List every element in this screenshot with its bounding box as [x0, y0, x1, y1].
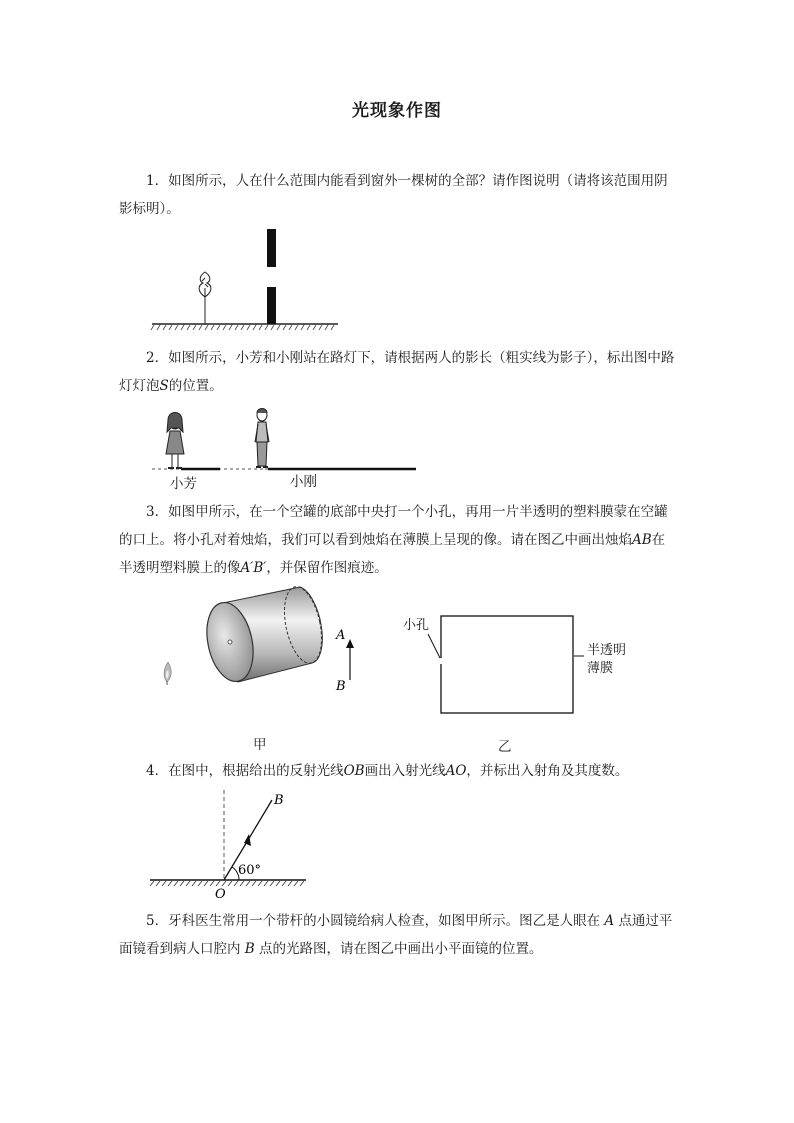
arrow-head	[346, 639, 354, 648]
label-pinhole: 小孔	[403, 618, 430, 633]
candle-flame-icon	[164, 662, 171, 685]
label-film-2: 薄膜	[587, 661, 614, 676]
box-yi	[441, 616, 573, 713]
question-1-text: 1．如图所示，人在什么范围内能看到窗外一棵树的全部？请作图说明（请将该范围用阴影标明）。	[119, 173, 668, 217]
label-xiaogang: 小刚	[290, 474, 317, 490]
q5-text-b: 点通过平面镜看到病人口腔内	[119, 913, 673, 957]
label-b: B	[336, 679, 346, 694]
caption-jia: 甲	[253, 737, 267, 753]
question-2-text	[119, 344, 675, 400]
mirror-hatch	[150, 881, 304, 886]
label-xiaofang: 小芳	[170, 476, 197, 492]
pinhole-pointer	[428, 634, 440, 658]
q4-text-b: 画出入射光线	[364, 763, 446, 779]
q3-text-c: ，并保留作图痕迹。	[266, 560, 388, 576]
label-o: O	[215, 887, 226, 902]
caption-yi: 乙	[498, 739, 512, 755]
q5-text-c: 点的光路图，请在图乙中画出小平面镜的位置。	[259, 941, 543, 957]
q3-ab-prime: A′B′	[240, 560, 267, 576]
q5-a: A	[604, 913, 615, 929]
tree-icon	[199, 272, 211, 324]
label-a: A	[336, 628, 346, 643]
boy-figure-icon	[255, 409, 269, 468]
q4-text-a: 4．在图中，根据给出的反射光线	[146, 763, 344, 779]
wall-upper	[267, 229, 276, 267]
question-5-text	[119, 907, 675, 963]
question-4-text	[119, 757, 675, 785]
q2-s-label: S	[159, 378, 169, 394]
q4-figure	[148, 788, 318, 902]
pinhole	[228, 640, 232, 644]
q3-text-b: 在半透明塑料膜上的像	[119, 532, 666, 576]
q2-text-a: 2．如图所示，小芳和小刚站在路灯下，请根据两人的影长（粗实线为影子），标出图中路灯灯泡	[119, 350, 675, 394]
label-b-q4: B	[274, 793, 284, 808]
q4-ob: OB	[343, 763, 365, 779]
q1-ground-hatch	[151, 325, 334, 330]
q3-ab: AB	[632, 532, 652, 548]
q4-text-c: ，并标出入射角及其度数。	[466, 763, 629, 779]
angle-label: 60°	[238, 863, 262, 878]
q4-ao: AO	[445, 763, 467, 779]
q5-text-a: 5．牙科医生常用一个带杆的小圆镜给病人检查，如图甲所示。图乙是人眼在	[146, 913, 601, 929]
q2-figure	[150, 404, 430, 479]
q1-figure	[148, 226, 348, 336]
q2-text-b: 的位置。	[168, 378, 223, 394]
question-3-text	[119, 498, 675, 582]
q5-b: B	[244, 941, 255, 957]
label-film-1: 半透明	[587, 643, 627, 658]
q3-text-a: 3．如图甲所示，在一个空罐的底部中央打一个小孔，再用一片半透明的塑料膜蒙在空罐的口上。将小孔对着烛焰，我们可以看到烛焰在薄膜上呈现的像。请在图乙中画出烛焰	[119, 504, 668, 548]
page-title: 光现象作图	[352, 101, 442, 121]
q3-figure-jia	[150, 582, 380, 702]
girl-figure-icon	[166, 413, 184, 469]
wall-lower	[267, 287, 276, 324]
